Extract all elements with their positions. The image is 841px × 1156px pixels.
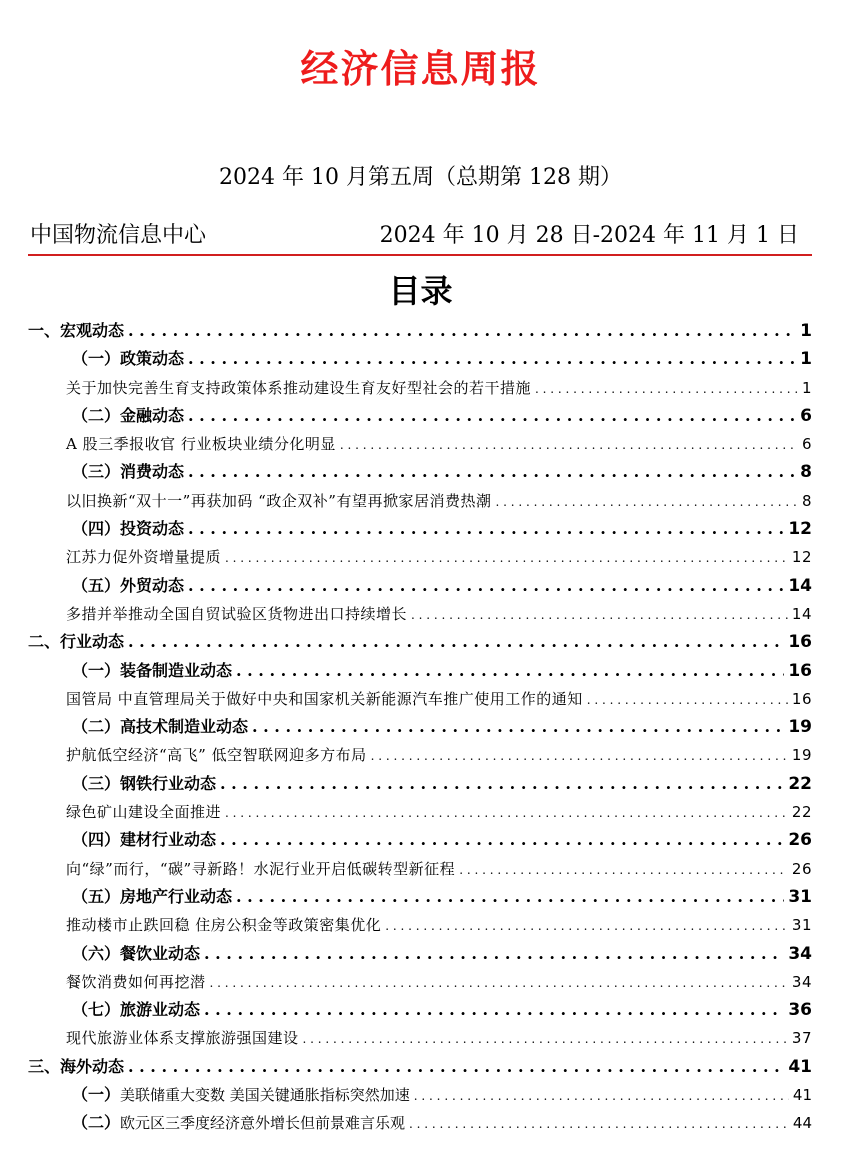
toc-page-number: 16	[791, 689, 812, 708]
toc-title-text: 美联储重大变数 美国关键通胀指标突然加速	[120, 1086, 410, 1105]
toc-page-number: 44	[792, 1114, 812, 1133]
toc-label: 推动楼市止跌回稳 住房公积金等政策密集优化	[66, 916, 382, 935]
leader-dots	[188, 515, 784, 543]
leader-dots	[210, 969, 788, 996]
toc-label: （二）金融动态	[72, 405, 185, 425]
toc-article[interactable]	[28, 374, 812, 402]
toc-page-number: 37	[791, 1029, 812, 1048]
toc-label: 二、行业动态	[28, 632, 125, 652]
toc-label: （一）装备制造业动态	[72, 660, 233, 680]
toc-page-number: 12	[788, 519, 812, 540]
toc-label: （六）餐饮业动态	[72, 943, 201, 963]
leader-dots	[535, 375, 798, 402]
toc-label: （三）钢铁行业动态	[72, 773, 217, 793]
toc-label: 一、宏观动态	[28, 321, 125, 340]
leader-dots	[236, 883, 784, 911]
toc-subsection[interactable]	[28, 572, 812, 600]
leader-dots	[128, 1053, 784, 1081]
toc-label: 关于加快完善生育支持政策体系推动建设生育友好型社会的若干措施	[66, 378, 532, 397]
toc-label: 以旧换新“双十一”再获加码 “政企双补”有望再掀家居消费热潮	[66, 491, 492, 510]
toc-subsection[interactable]	[28, 996, 812, 1024]
toc-page-number: 14	[791, 604, 812, 623]
leader-dots	[204, 996, 784, 1024]
toc-page-number: 26	[788, 830, 812, 851]
toc-label: （二）高技术制造业动态	[72, 717, 249, 737]
toc-article[interactable]	[28, 685, 812, 713]
toc-label: 三、海外动态	[28, 1056, 125, 1076]
leader-dots	[188, 345, 796, 373]
toc-page-number: 19	[791, 746, 812, 765]
leader-dots	[385, 912, 788, 939]
toc-subsection[interactable]	[28, 770, 812, 798]
leader-dots	[303, 1025, 788, 1052]
leader-dots	[252, 713, 784, 741]
toc-page-number: 34	[788, 943, 812, 964]
toc-section[interactable]	[28, 317, 812, 345]
toc-section[interactable]	[28, 628, 812, 656]
toc-page-number: 22	[791, 803, 812, 822]
leader-dots	[220, 826, 784, 854]
toc-article[interactable]	[28, 741, 812, 769]
leader-dots	[236, 657, 784, 685]
leader-dots	[204, 940, 784, 968]
toc-label: （三）消费动态	[72, 462, 185, 482]
toc-subsection[interactable]	[28, 402, 812, 430]
toc-article[interactable]	[28, 487, 812, 515]
toc-label: （四）建材行业动态	[72, 830, 217, 850]
table-of-contents	[28, 317, 812, 1138]
toc-page-number: 14	[788, 575, 812, 596]
leader-dots	[188, 572, 784, 600]
toc-article[interactable]	[28, 855, 812, 883]
toc-article[interactable]	[28, 968, 812, 996]
organization-name: 中国物流信息中心	[30, 223, 207, 248]
toc-label: 多措并举推动全国自贸试验区货物进出口持续增长	[66, 604, 408, 623]
leader-dots	[411, 601, 788, 628]
toc-subsection[interactable]	[28, 940, 812, 968]
leader-dots	[371, 742, 788, 769]
toc-label: 现代旅游业体系支撑旅游强国建设	[66, 1029, 299, 1048]
toc-label: A 股三季报收官 行业板块业绩分化明显	[66, 435, 336, 454]
toc-title-text: 欧元区三季度经济意外增长但前景难言乐观	[120, 1114, 406, 1133]
toc-page-number: 16	[788, 660, 812, 681]
toc-page-number: 34	[791, 972, 812, 991]
toc-title: 目录	[388, 272, 453, 310]
toc-label: （五）外贸动态	[72, 575, 185, 595]
toc-page-number: 26	[791, 859, 812, 878]
toc-label: 江苏力促外资增量提质	[66, 548, 222, 567]
toc-label	[72, 1081, 410, 1109]
toc-number: （二）	[72, 1113, 121, 1133]
toc-label: （五）房地产行业动态	[72, 886, 233, 906]
toc-label: 餐饮消费如何再挖潜	[66, 972, 206, 991]
toc-article[interactable]	[28, 1024, 812, 1052]
toc-page-number: 1	[801, 378, 812, 397]
toc-page-number: 31	[788, 886, 812, 907]
toc-page-number: 6	[801, 435, 812, 454]
leader-dots	[409, 1110, 789, 1137]
toc-subsection[interactable]	[28, 883, 812, 911]
leader-dots	[225, 544, 788, 571]
toc-page-number: 1	[800, 321, 812, 341]
toc-page-number: 31	[791, 916, 812, 935]
leader-dots	[128, 628, 784, 656]
toc-number: （一）	[72, 1085, 121, 1105]
leader-dots	[225, 799, 788, 826]
toc-label: （四）投资动态	[72, 519, 185, 539]
issue-line: 2024 年 10 月第五周（总期第 128 期）	[219, 165, 622, 190]
toc-article[interactable]	[28, 798, 812, 826]
leader-dots	[414, 1082, 789, 1109]
toc-label: 绿色矿山建设全面推进	[66, 803, 222, 822]
toc-label: 向“绿”而行，“碳”寻新路！水泥行业开启低碳转型新征程	[66, 859, 456, 878]
leader-dots	[188, 402, 796, 430]
toc-label: 护航低空经济“高飞” 低空智联网迎多方布局	[66, 746, 367, 765]
toc-article[interactable]	[28, 911, 812, 939]
toc-subsection[interactable]	[28, 1081, 812, 1109]
toc-page-number: 8	[801, 491, 812, 510]
toc-subsection[interactable]	[28, 713, 812, 741]
toc-subsection[interactable]	[28, 826, 812, 854]
toc-section[interactable]	[28, 1053, 812, 1081]
toc-page-number: 8	[800, 462, 812, 483]
toc-label: 国管局 中直管理局关于做好中央和国家机关新能源汽车推广使用工作的通知	[66, 689, 583, 708]
toc-page-number: 1	[800, 349, 812, 370]
toc-subsection[interactable]	[28, 1109, 812, 1137]
leader-dots	[340, 431, 798, 458]
toc-subsection[interactable]	[28, 657, 812, 685]
toc-page-number: 41	[788, 1056, 812, 1077]
toc-article[interactable]	[28, 600, 812, 628]
leader-dots	[188, 458, 796, 486]
leader-dots	[459, 856, 788, 883]
toc-label	[72, 1109, 405, 1137]
report-title: 经济信息周报	[300, 47, 541, 91]
toc-article[interactable]	[28, 543, 812, 571]
toc-page-number: 41	[792, 1086, 812, 1105]
toc-page-number: 22	[788, 773, 812, 794]
header-divider	[28, 254, 812, 256]
toc-label: （一）政策动态	[72, 349, 185, 369]
toc-page-number: 16	[788, 632, 812, 653]
leader-dots	[587, 686, 788, 713]
toc-article[interactable]	[28, 430, 812, 458]
leader-dots	[128, 317, 796, 345]
toc-subsection[interactable]	[28, 345, 812, 373]
toc-subsection[interactable]	[28, 515, 812, 543]
toc-page-number: 36	[788, 1000, 812, 1021]
toc-subsection[interactable]	[28, 458, 812, 486]
leader-dots	[495, 488, 798, 515]
date-range: 2024 年 10 月 28 日-2024 年 11 月 1 日	[379, 223, 799, 248]
leader-dots	[220, 770, 784, 798]
toc-page-number: 6	[800, 405, 812, 426]
toc-page-number: 19	[788, 717, 812, 738]
toc-label: （七）旅游业动态	[72, 1000, 201, 1020]
toc-page-number: 12	[791, 548, 812, 567]
